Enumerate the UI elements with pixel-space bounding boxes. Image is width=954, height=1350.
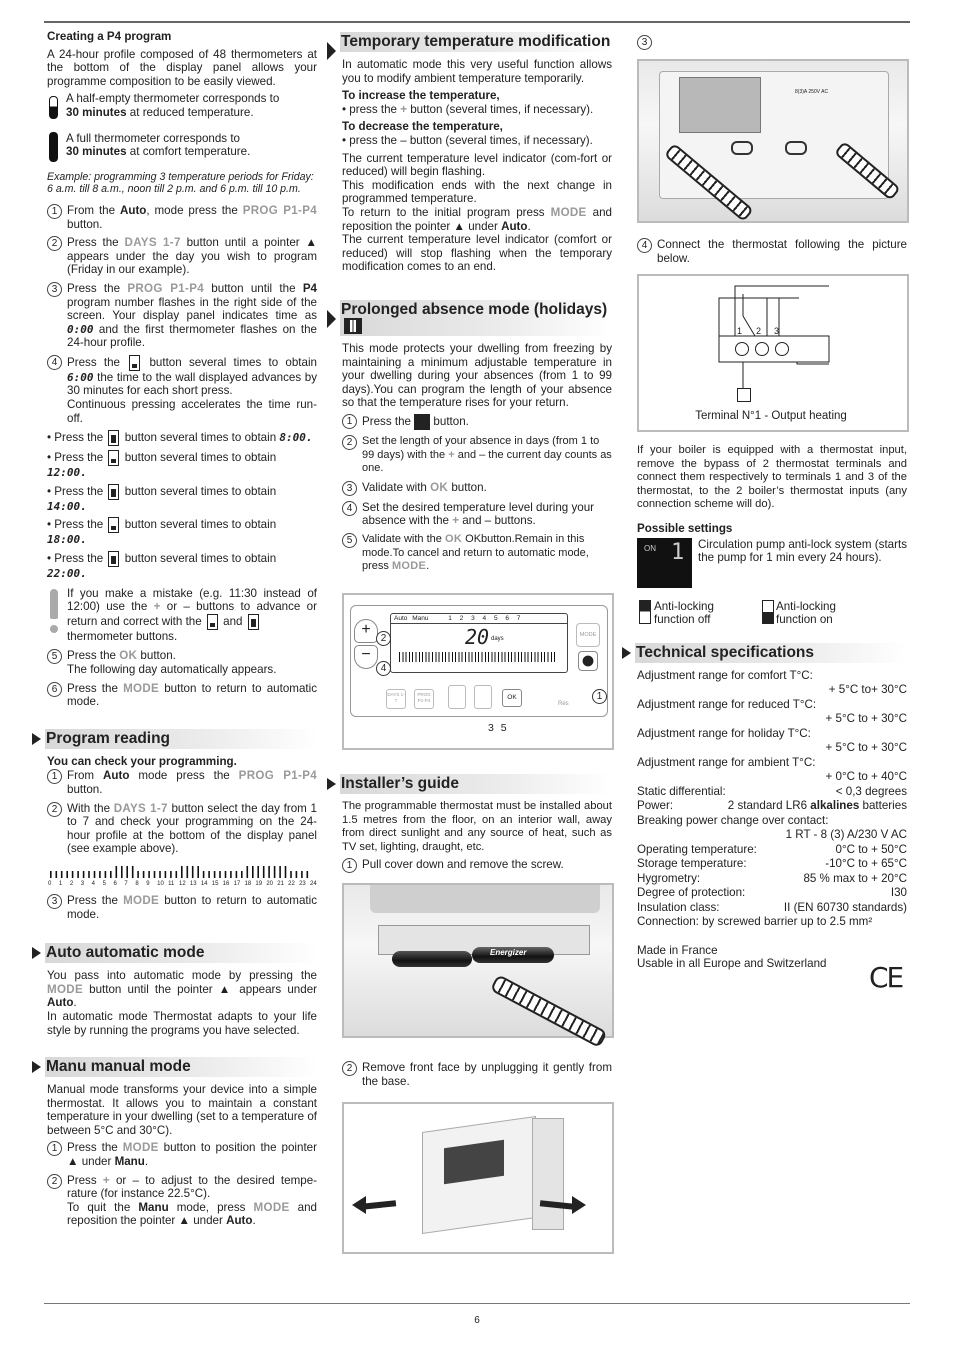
profile-bar	[83, 871, 85, 878]
profile-bar	[66, 871, 68, 878]
column-right	[637, 35, 907, 55]
comfort-therm-button[interactable]	[474, 685, 492, 709]
thermometer-button-icon	[108, 551, 119, 567]
step-3: 3 Press the PROG P1-P4 button until the P4 program number flashes in the right side of the screen. Your display panel indicates time as 0:00 and the first thermometer flashes on the 24-hour profile.	[47, 282, 317, 350]
thermostat-panel-figure	[342, 593, 614, 750]
profile-bar	[214, 871, 216, 878]
suitcase-button-icon	[414, 414, 430, 430]
profile-bar	[105, 871, 107, 878]
profile-bar	[285, 866, 287, 878]
reading-step-2: 2 With the DAYS 1-7 button select the day from 1 to 7 and check your programming on the 24-hour profile at the bottom of the display panel (see example above).	[47, 802, 317, 856]
heating-output-icon	[737, 388, 751, 402]
profile-bar	[230, 871, 232, 878]
profile-scale-label: 14	[200, 880, 208, 887]
ce-mark: CE	[869, 961, 903, 994]
temp-p4: The current temperature level indicator (comfort or reduced) will stop flashing when the temporary modification comes to an end.	[342, 233, 612, 274]
wiring-lines	[639, 276, 907, 430]
reading-step-3: 3 Press the MODE button to return to automatic mode.	[47, 894, 317, 921]
creating-title: Creating a P4 program	[47, 30, 172, 43]
profile-scale-label: 17	[233, 880, 241, 887]
heading-auto-mode: Auto automatic mode	[45, 943, 317, 963]
installer-step-2-wrap	[342, 1061, 612, 1093]
profile-bar	[88, 871, 90, 878]
auto-text: You pass into automatic mode by pressing the MODE button until the pointer ▲ appears under Auto.	[47, 969, 317, 1010]
decrease-title: To decrease the temperature,	[342, 120, 503, 134]
profile-bar	[170, 871, 172, 878]
profile-bar	[192, 866, 194, 878]
bullet-8: • Press the button several times to obtain 8:00.	[47, 431, 313, 445]
decrease-text: • press the – button (several times, if necessary).	[342, 133, 593, 147]
antilock-on-icon	[762, 600, 774, 624]
thermometer-button-icon	[108, 430, 119, 446]
profile-bar	[121, 866, 123, 878]
increase-text: • press the + button (several times, if necessary).	[342, 102, 594, 116]
spec-insulation: Insulation class: II (EN 60730 standards)	[637, 900, 907, 914]
lcd-digit: 1	[671, 539, 685, 565]
terminal-1-screw	[735, 342, 749, 356]
profile-scale-label: 16	[222, 880, 230, 887]
bottom-rule	[44, 1303, 910, 1304]
step-4: 4 Press the button several times to obtain 6:00 the time to the wall displayed advances by 30 minutes for each short press. Continuous pressing accelerates the time run-off.	[47, 355, 317, 425]
antilock-legend	[637, 600, 907, 627]
lcd-days-digits: 1 2 3 4 5 6 7	[448, 615, 524, 622]
profile-bar	[307, 871, 309, 878]
callout-2: 2	[376, 631, 391, 646]
heading-technical-specifications: Technical specifications	[635, 643, 907, 663]
bullet-22: • Press the button several times to obtain 22:00.	[47, 552, 277, 581]
lcd-manu-label: Manu	[412, 615, 429, 622]
installer-intro: The programmable thermostat must be installed about 1.5 metres from the floor, on an interior wall, away from direct sunlight and any source of heat, such as TV set, lighting, draught, etc.	[342, 800, 612, 853]
profile-scale-label: 20	[266, 880, 274, 887]
warning-exclamation-icon	[50, 589, 58, 619]
profile-bar	[208, 871, 210, 878]
profile-bar	[203, 871, 205, 878]
thermometer-button-icon	[108, 450, 119, 466]
installer-step-4: 4 Connect the thermostat following the picture below.	[637, 238, 907, 265]
installer-section	[342, 774, 612, 878]
manu-step-1: 1 Press the MODE button to position the pointer ▲ under Manu.	[47, 1141, 317, 1168]
profile-scale-label: 5	[102, 880, 106, 887]
half-thermometer-icon	[49, 96, 58, 119]
terminal-3-screw	[775, 342, 789, 356]
wall-base-photo	[637, 59, 909, 223]
thermometer-button-icon	[207, 614, 218, 630]
front-face-removal-figure	[342, 1102, 614, 1254]
full-thermometer-note: A full thermometer corresponds to 30 minutes at comfort temperature.	[47, 132, 317, 159]
profile-bar	[61, 871, 63, 878]
profile-bar	[154, 871, 156, 878]
thermometer-button-icon	[108, 517, 119, 533]
profile-bar	[247, 866, 249, 878]
step-5: 5 Press the OK button. The following day automatically appears.	[47, 649, 317, 676]
installer-step-3: 3	[637, 35, 907, 50]
profile-bar	[290, 871, 292, 878]
antilock-off-icon	[639, 600, 651, 624]
lcd-thumbnail	[637, 538, 692, 588]
spec-connection: Connection: by screwed barrier up to 2.5 mm²	[637, 915, 873, 929]
profile-scale-label: 11	[168, 880, 175, 887]
top-rule	[44, 21, 910, 23]
24h-profile-bars	[47, 864, 317, 878]
profile-bar	[56, 871, 58, 878]
minus-button[interactable]: −	[354, 645, 378, 669]
profile-bar	[99, 871, 101, 878]
spec-breaking: Breaking power change over contact: 1 RT - 8 (3) A/230 V AC	[637, 813, 907, 842]
spec-reduced: Adjustment range for reduced T°C: + 5°C to + 30°C	[637, 697, 907, 726]
profile-bar	[137, 871, 139, 878]
profile-bar	[252, 866, 254, 878]
bullet-12: • Press the button several times to obtain 12:00.	[47, 451, 277, 480]
installer-step-2: 2 Remove front face by unplugging it gently from the base.	[342, 1061, 612, 1088]
callout-4: 4	[376, 661, 391, 676]
reset-button-label[interactable]: Res	[558, 701, 569, 707]
bullet-18: • Press the button several times to obtain 18:00.	[47, 518, 277, 547]
profile-scale-label: 6	[113, 880, 117, 887]
profile-scale-label: 4	[91, 880, 95, 887]
heading-manu-mode: Manu manual mode	[45, 1057, 317, 1077]
profile-bar	[263, 866, 265, 878]
profile-bar	[50, 871, 52, 878]
step-2: 2 Press the DAYS 1-7 button until a pointer ▲ appears under the day you wish to program (Friday in our example).	[47, 236, 317, 277]
absence-intro: This mode protects your dwelling from freezing by maintaining a minimum adjustable temperature in your dwelling during your absences (from 1 to 99 days).You can program the length of your absence so that the temperature rises for your return.	[342, 342, 612, 410]
installer-step-1: 1 Pull cover down and remove the screw.	[342, 858, 612, 873]
profile-bar	[77, 871, 79, 878]
profile-scale-label: 0	[48, 880, 52, 887]
prog-button[interactable]: PROG P1-P4	[414, 689, 434, 709]
bullet-14: • Press the button several times to obtain 14:00.	[47, 484, 277, 513]
profile-bar	[225, 871, 227, 878]
absence-step-5: 5 Validate with the OK OKbutton.Remain in this mode.To cancel and return to automatic mode, press MODE.	[342, 533, 612, 574]
holiday-button[interactable]	[578, 651, 598, 671]
reduced-therm-button[interactable]	[448, 685, 466, 709]
profile-bar	[268, 866, 270, 878]
mode-button[interactable]: MODE	[576, 623, 600, 647]
profile-bar	[181, 866, 183, 878]
temp-p1: The current temperature level indicator (com-fort or reduced) will begin flashing.	[342, 151, 612, 179]
spec-operating: Operating temperature: 0°C to + 50°C	[637, 842, 907, 856]
profile-bar	[187, 866, 189, 878]
reading-step-1: 1 From Auto mode press the PROG P1-P4 button.	[47, 769, 317, 796]
profile-scale-label: 22	[288, 880, 295, 887]
profile-bar	[165, 871, 167, 878]
auto-text-2: In automatic mode Thermostat adapts to your life style by running the programs you have selected.	[47, 1009, 317, 1037]
profile-bar	[241, 871, 243, 878]
lcd-days-label: days	[491, 636, 504, 642]
spec-comfort: Adjustment range for comfort T°C: + 5°C to+ 30°C	[637, 668, 907, 697]
ok-button[interactable]: OK	[502, 689, 522, 707]
page-number: 6	[474, 1315, 480, 1326]
boiler-text: If your boiler is equipped with a thermostat input, remove the bypass of 2 thermostat terminals and connect them respectively to terminals 1 and 3 of the thermostat, to the 2 boiler’s thermostat inputs (any connection scheme will do).	[637, 444, 907, 511]
arrow-left-icon	[362, 1200, 396, 1210]
thermometer-button-icon	[248, 614, 259, 630]
profile-bar	[176, 871, 178, 878]
increase-title: To increase the temperature,	[342, 89, 500, 103]
profile-bar	[236, 871, 238, 878]
profile-bar	[72, 871, 74, 878]
mistake-note: If you make a mistake (e.g. 11:30 instead of 12:00) use the + or – buttons to advance or return and correct with the and thermometer buttons.	[47, 587, 317, 644]
profile-scale-label: 24	[310, 880, 317, 887]
terminal-label-1: 1	[737, 326, 743, 336]
lcd-big-number: 20	[465, 625, 490, 649]
manu-step-2: 2 Press + or – to adjust to the desired tempe-rature (for instance 22.5°C). To quit the Manu mode, press MODE and reposition the pointer ▲ under Auto.	[47, 1174, 317, 1228]
spec-protection: Degree of protection: I30	[637, 886, 907, 900]
absence-step-3: 3 Validate with OK button.	[342, 481, 612, 496]
manu-text: Manual mode transforms your device into a simple thermostat. It allows you to maintain a constant temperature in your dwelling (set to a temperature of between 5°C and 30°C).	[47, 1083, 317, 1137]
creating-intro: A 24-hour profile composed of 48 thermometers at the bottom of the display panel allows your programme composition to be easily viewed.	[47, 47, 317, 88]
column-left	[47, 30, 317, 1233]
base-rating-label: 8(3)A 250V AC	[795, 89, 829, 95]
terminal-label-2: 2	[756, 326, 762, 336]
wiring-diagram	[637, 274, 909, 432]
profile-scale-label: 21	[277, 880, 284, 887]
lcd-on-label: ON	[644, 543, 656, 553]
profile-bar	[159, 871, 161, 878]
temp-p3: To return to the initial program press MODE and reposition the pointer ▲ under Auto.	[342, 205, 612, 233]
spec-hygrometry: Hygrometry: 85 % max to + 20°C	[637, 871, 907, 885]
absence-step-1: 1 Press the button.	[342, 414, 612, 430]
spec-holiday: Adjustment range for holiday T°C: + 5°C to + 30°C	[637, 726, 907, 755]
full-thermometer-icon	[49, 132, 58, 162]
lcd-screen	[390, 613, 568, 673]
screwdriver	[490, 974, 608, 1048]
profile-scale-label: 23	[299, 880, 306, 887]
settings-text: Circulation pump anti-lock system (starts the pump for 1 min every 24 hours).	[698, 537, 907, 565]
profile-bar	[116, 866, 118, 878]
profile-bar	[143, 871, 145, 878]
absence-step-4: 4 Set the desired temperature level during your absence with the + and – buttons.	[342, 501, 612, 528]
reading-subtitle: You can check your programming.	[47, 754, 237, 768]
profile-scale-label: 12	[179, 880, 186, 887]
profile-scale-label: 19	[255, 880, 263, 887]
profile-bar	[148, 871, 150, 878]
example-text: Example: programming 3 temperature periods for Friday: 6 a.m. till 8 a.m., noon till 2 p.m. and 6 p.m. till 10 p.m.	[47, 170, 314, 196]
battery-brand: Energizer	[490, 948, 527, 957]
antilock-off: Anti-locking function off	[637, 600, 760, 627]
spec-power: Power: 2 standard LR6 alkalines batteries	[637, 799, 907, 813]
profile-scale-label: 10	[157, 880, 164, 887]
settings-row	[637, 538, 907, 588]
heading-installers-guide: Installer’s guide	[340, 774, 612, 794]
profile-scale-label: 3	[80, 880, 85, 887]
days-button[interactable]: DAYS 1-7	[386, 689, 406, 709]
thermometer-button-icon	[129, 355, 140, 371]
profile-bar	[132, 866, 134, 878]
profile-bar	[126, 866, 128, 878]
callout-3-5: 3 5	[488, 722, 509, 734]
profile-scale	[47, 864, 317, 888]
profile-scale-label: 9	[146, 880, 150, 887]
heading-program-reading: Program reading	[45, 729, 317, 749]
profile-scale-label: 13	[189, 880, 197, 887]
usable-text: Usable in all Europe and Switzerland	[637, 957, 827, 971]
made-in-france: Made in France	[637, 943, 718, 957]
possible-settings-title: Possible settings	[637, 521, 733, 535]
profile-bar	[296, 871, 298, 878]
profile-bar	[110, 871, 112, 878]
spec-storage: Storage temperature: -10°C to + 65°C	[637, 857, 907, 871]
profile-scale-label: 8	[135, 880, 139, 887]
thermometer-button-icon	[108, 484, 119, 500]
step-6: 6 Press the MODE button to return to automatic mode.	[47, 682, 317, 709]
warning-dot-icon	[50, 625, 58, 633]
heading-absence-mode: Prolonged absence mode (holidays)	[340, 300, 612, 336]
spec-ambient: Adjustment range for ambient T°C: + 0°C to + 40°C	[637, 755, 907, 784]
terminal-2-screw	[755, 342, 769, 356]
profile-scale-labels	[47, 878, 317, 888]
callout-1: 1	[592, 689, 607, 704]
profile-scale-label: 1	[58, 880, 63, 887]
battery-compartment-photo	[342, 883, 614, 1038]
installer-step-4-wrap	[637, 238, 907, 270]
profile-scale-label: 7	[124, 880, 128, 887]
column-middle	[342, 30, 612, 579]
profile-bar	[219, 871, 221, 878]
battery-1	[392, 951, 472, 967]
terminal-caption: Terminal N°1 - Output heating	[695, 410, 847, 422]
terminal-label-3: 3	[774, 326, 780, 336]
profile-bar	[279, 866, 281, 878]
profile-scale-label: 18	[244, 880, 252, 887]
step-1: 1 From the Auto, mode press the PROG P1-P4 button.	[47, 204, 317, 231]
profile-bar	[257, 866, 259, 878]
profile-bar	[274, 866, 276, 878]
heading-temporary-modification: Temporary temperature modification	[341, 33, 611, 50]
lcd-profile-bars	[399, 652, 557, 662]
spec-static: Static differential: < 0,3 degrees	[637, 784, 907, 798]
profile-bar	[94, 871, 96, 878]
lcd-auto-label: Auto	[394, 615, 408, 622]
half-thermometer-note: A half-empty thermometer corresponds to 30 minutes at reduced temperature.	[47, 92, 317, 119]
spec-list	[637, 669, 907, 930]
absence-step-2: 2 Set the length of your absence in days (from 1 to 99 days) with the + and – the current day counts as one.	[342, 435, 612, 476]
temp-p2: This modification ends with the next change in programmed temperature.	[342, 178, 612, 206]
profile-bar	[197, 866, 199, 878]
terminal-block	[679, 77, 761, 133]
antilock-on: Anti-locking function on	[760, 600, 836, 627]
profile-scale-label: 2	[69, 880, 74, 887]
suitcase-icon	[344, 318, 362, 334]
profile-scale-label: 15	[211, 880, 219, 887]
boiler-section	[636, 444, 907, 994]
temp-intro: In automatic mode this very useful function allows you to modify ambient temperature temporarily.	[342, 58, 612, 85]
plus-button[interactable]: +	[354, 619, 378, 643]
profile-bar	[301, 871, 303, 878]
